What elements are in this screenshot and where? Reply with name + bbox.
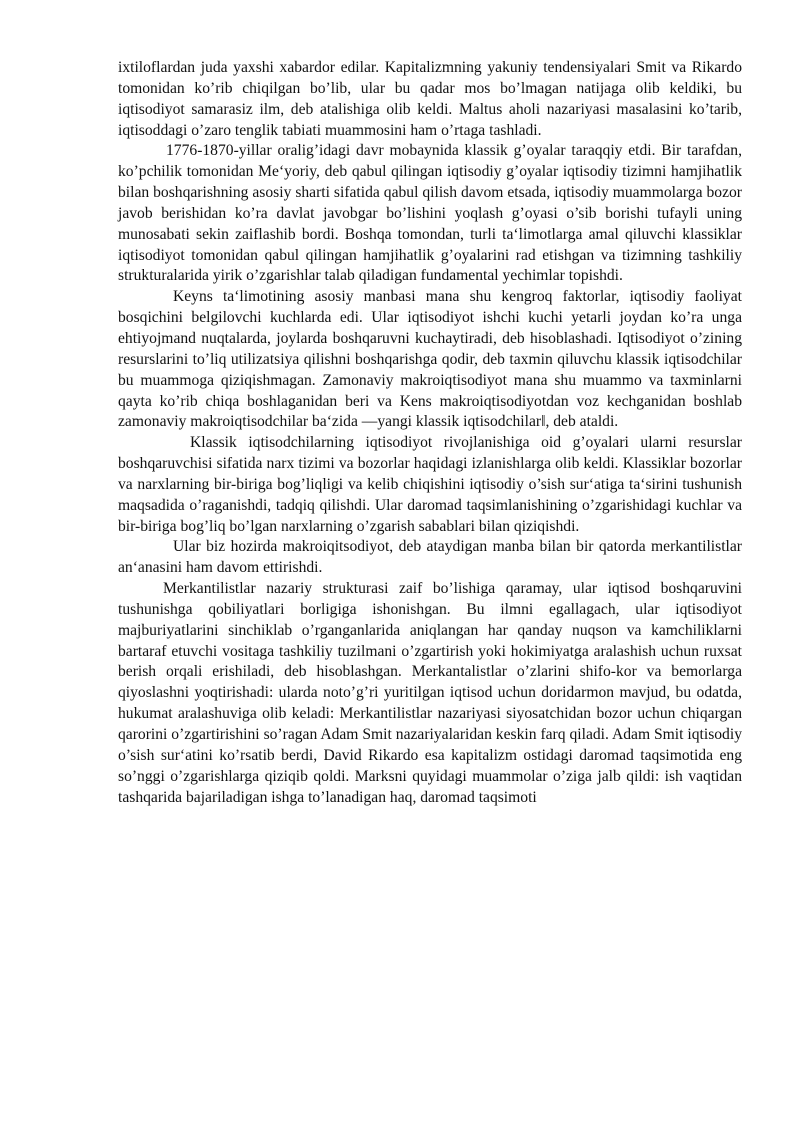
paragraph-3: Keyns ta‘limotining asosiy manbasi mana shu kengroq faktorlar, iqtisodiy faoliyat bosqichini belgilovchi kuchlarda edi. Ular iqtisodiyot ishchi kuchi yetarli joydan ko’ra unga ehtiyojmand nuqtalarda, joylarda boshqaruvni kuchaytiradi, deb hisoblashadi. Iqtisodiyot o’zining resurslarini to’liq utilizatsiya qilishni boshqarishga qodir, deb taxmin qiluvchu klassik iqtisodchilar bu muammoga qiziqishmagan. Zamonaviy makroiqtisodiyot mana shu muammo va taxminlarni qayta ko’rib chiqa boshlaganidan beri va Kens makroiqtisodiyotdan voz kechganidan boshlab zamonaviy makroiqtisodchilar ba‘zida ―yangi klassik iqtisodchilar‖, deb ataldi. (118, 288, 742, 431)
paragraph-5: Ular biz hozirda makroiqitsodiyot, deb ataydigan manba bilan bir qatorda merkantilistlar an‘anasini ham davom ettirishdi. (118, 538, 742, 577)
paragraph-6: Merkantilistlar nazariy strukturasi zaif bo’lishiga qaramay, ular iqtisod boshqaruvini tushunishga qobiliyatlari borligiga ishonishgan. Bu ilmni egallagach, ular iqtisodiyot majburiyatlarini sinchiklab o’rganganlarida aniqlangan har qanday nuqson va kamchiliklarni bartaraf etuvchi vositaga tashkiliy tuzilmani o’zgartirish yoki hokimiyatga aralashish uchun ruxsat berish orqali erishiladi, deb hisoblashgan. Merkantalistlar o’zlarini shifo-kor va bemorlarga qiyoslashni yoqtirishadi: ularda noto’g’ri yuritilgan iqtisod uchun doridarmon mavjud, bu odatda, hukumat aralashuviga olib keladi: Merkantilistlar nazariyasi siyosatchidan bozor uchun chiqargan qarorini o’zgartirishini so’ragan Adam Smit nazariyalaridan keskin farq qiladi. Adam Smit iqtisodiy o’sish sur‘atini ko’rsatib berdi, David Rikardo esa kapitalizm ostidagi daromad taqsimotida eng so’nggi o’zgarishlarga qiziqib qoldi. Marksni quyidagi muammolar o’ziga jalb qildi: ish vaqtidan tashqarida bajariladigan ishga to’lanadigan haq, daromad taqsimoti (118, 580, 742, 806)
paragraph-4: Klassik iqtisodchilarning iqtisodiyot rivojlanishiga oid g’oyalari ularni resurslar boshqaruvchisi sifatida narx tizimi va bozorlar haqidagi izlanishlarga olib keldi. Klassiklar bozorlar va narxlarning bir-biriga bog’liqligi va kelib chiqishini iqtisodiy o’sish sur‘atiga ta‘sirini tushunish maqsadida o’raganishdi, tadqiq qilishdi. Ular daromad taqsimlanishining o’zgarishidagi kuchlar va bir-biriga bog’liq bo’lgan narxlarning o’zgarish sabablari bilan qiziqishdi. (118, 434, 742, 535)
paragraph-1: ixtiloflardan juda yaxshi xabardor edilar. Kapitalizmning yakuniy tendensiyalari Smit va Rikardo tomonidan ko’rib chiqilgan bo’lib, ular bu qadar mos bo’lmagan natijaga olib keldiki, bu iqtisodiyot samarasiz ilm, deb atalishiga olib keldi. Maltus aholi nazariyasi masalasini ko’tarib, iqtisoddagi o’zaro tenglik tabiati muammosini ham o’rtaga tashladi. (118, 59, 742, 139)
document-page (118, 58, 742, 808)
paragraph-2: 1776-1870-yillar oralig’idagi davr mobaynida klassik g’oyalar taraqqiy etdi. Bir tarafdan, ko’pchilik tomonidan Me‘yoriy, deb qabul qilingan iqtisodiy g’oyalar iqtisodiy tizimni hamjihatlik bilan boshqarishning asosiy sharti sifatida qabul qilish davom etsada, iqtisodiy muammolarga bozor javob berishidan ko’ra davlat javobgar bo’lishini yoqlash g’oyasi o’sib borishi tufayli uning munosabati sekin zaiflashib bordi. Boshqa tomondan, turli ta‘limotlarga amal qiluvchi klassiklar iqtisodiyot tomonidan qabul qilingan hamjihatlik g’oyalarini rad etishgan va tizimning tashkiliy strukturalarida yirik o’zgarishlar talab qiladigan fundamental yechimlar topishdi. (118, 142, 742, 285)
